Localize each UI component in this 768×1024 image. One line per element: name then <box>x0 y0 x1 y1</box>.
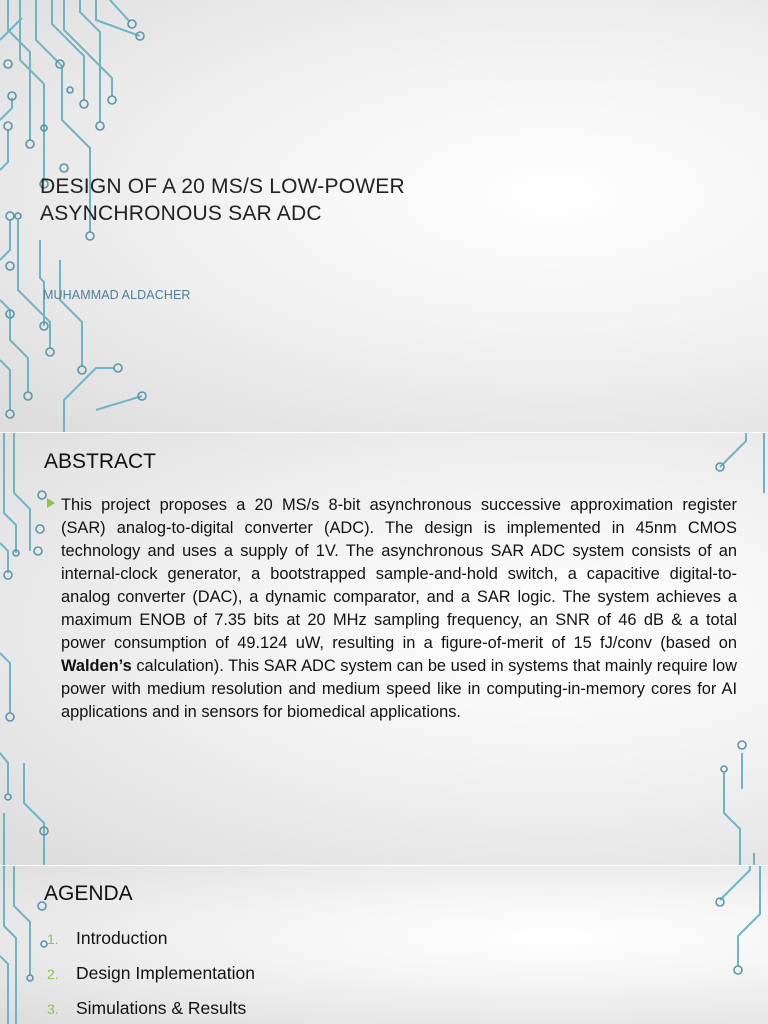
abstract-heading: ABSTRACT <box>44 450 157 473</box>
title-line-2: ASYNCHRONOUS SAR ADC <box>40 202 322 225</box>
agenda-item-label: Simulations & Results <box>76 998 247 1018</box>
agenda-heading: AGENDA <box>44 882 133 905</box>
abstract-bullet-item <box>47 494 737 724</box>
agenda-item-label: Introduction <box>76 928 168 948</box>
agenda-item-number: 1. <box>47 931 59 947</box>
author-name: MUHAMMAD ALDACHER <box>43 288 191 302</box>
abstract-paragraph <box>61 494 737 724</box>
agenda-item-number: 3. <box>47 1001 59 1017</box>
agenda-slide <box>0 866 768 1024</box>
abstract-slide <box>0 433 768 865</box>
agenda-item-number: 2. <box>47 966 59 982</box>
abstract-text-part-1: This project proposes a 20 MS/s 8-bit asynchronous successive approximation register (SAR) analog-to-digital converter (ADC). The design is implemented in 45nm CMOS technology and uses a supply of 1V. The asynchronous SAR ADC system consists of an internal-clock generator, a bootstrapped sample-and-hold switch, a capacitive digital-to-analog converter (DAC), a dynamic comparator, and a SAR logic. The system achieves a maximum ENOB of 7.35 bits at 20 MHz sampling frequency, an SNR of 46 dB & a total power consumption of 49.124 uW, resulting in a figure-of-merit of 15 fJ/conv (based on <box>61 496 737 652</box>
agenda-item-label: Design Implementation <box>76 963 255 983</box>
circuit-board-lines-icon <box>700 866 768 1024</box>
presentation-title <box>40 173 405 227</box>
abstract-text-part-2: calculation). This SAR ADC system can be used in systems that mainly require low power with medium resolution and medium speed like in computing-in-memory cores for AI applications and in sensors for biomedical applications. <box>61 657 737 721</box>
abstract-text-bold: Walden’s <box>61 657 132 675</box>
title-line-1: DESIGN OF A 20 MS/S LOW-POWER <box>40 175 405 198</box>
title-slide <box>0 0 768 432</box>
triangle-bullet-icon <box>47 498 55 508</box>
